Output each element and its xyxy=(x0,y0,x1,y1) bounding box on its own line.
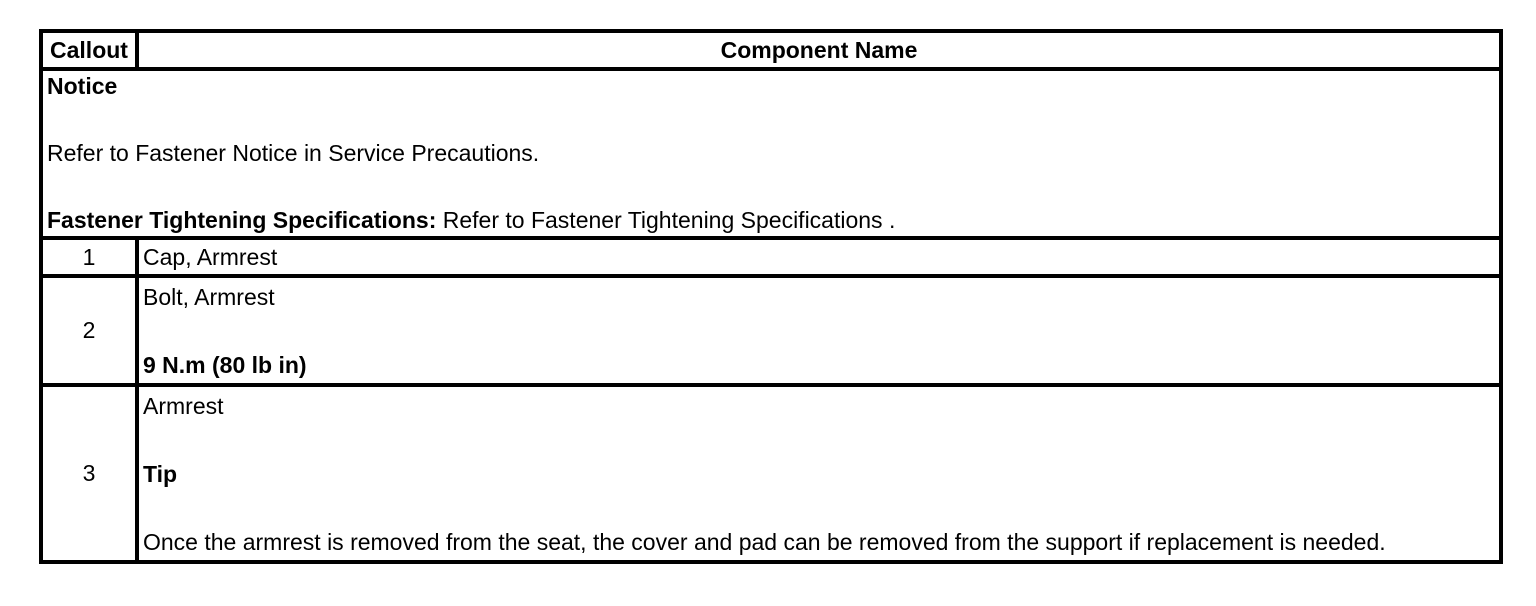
component-name-text: Cap, Armrest xyxy=(143,243,278,270)
tip-text: Once the armrest is removed from the seat, the cover and pad can be removed from the support if replacement is needed. xyxy=(143,529,1386,555)
notice-cell xyxy=(41,69,1501,238)
table-row xyxy=(41,385,1501,562)
notice-spec-text: Refer to Fastener Tightening Specifications . xyxy=(436,207,896,233)
tip-label: Tip xyxy=(143,461,178,487)
component-name-text: Armrest xyxy=(143,393,224,419)
notice-row xyxy=(41,69,1501,238)
table-row xyxy=(41,276,1501,385)
component-name-text: Bolt, Armrest xyxy=(143,284,275,310)
header-component-name: Component Name xyxy=(137,31,1501,69)
notice-text: Refer to Fastener Notice in Service Precautions. xyxy=(47,140,540,166)
notice-title: Notice xyxy=(47,73,118,99)
component-table xyxy=(39,29,1503,564)
header-callout: Callout xyxy=(41,31,137,69)
component-name xyxy=(137,238,1501,276)
callout-number: 3 xyxy=(41,385,137,562)
notice-spec-label: Fastener Tightening Specifications: xyxy=(47,207,437,233)
table-row xyxy=(41,238,1501,276)
callout-number: 2 xyxy=(41,276,137,385)
notice-spec xyxy=(47,207,1495,234)
component-name xyxy=(137,276,1501,385)
table-header-row xyxy=(41,31,1501,69)
callout-number: 1 xyxy=(41,238,137,276)
torque-spec: 9 N.m (80 lb in) xyxy=(143,352,307,378)
component-name xyxy=(137,385,1501,562)
